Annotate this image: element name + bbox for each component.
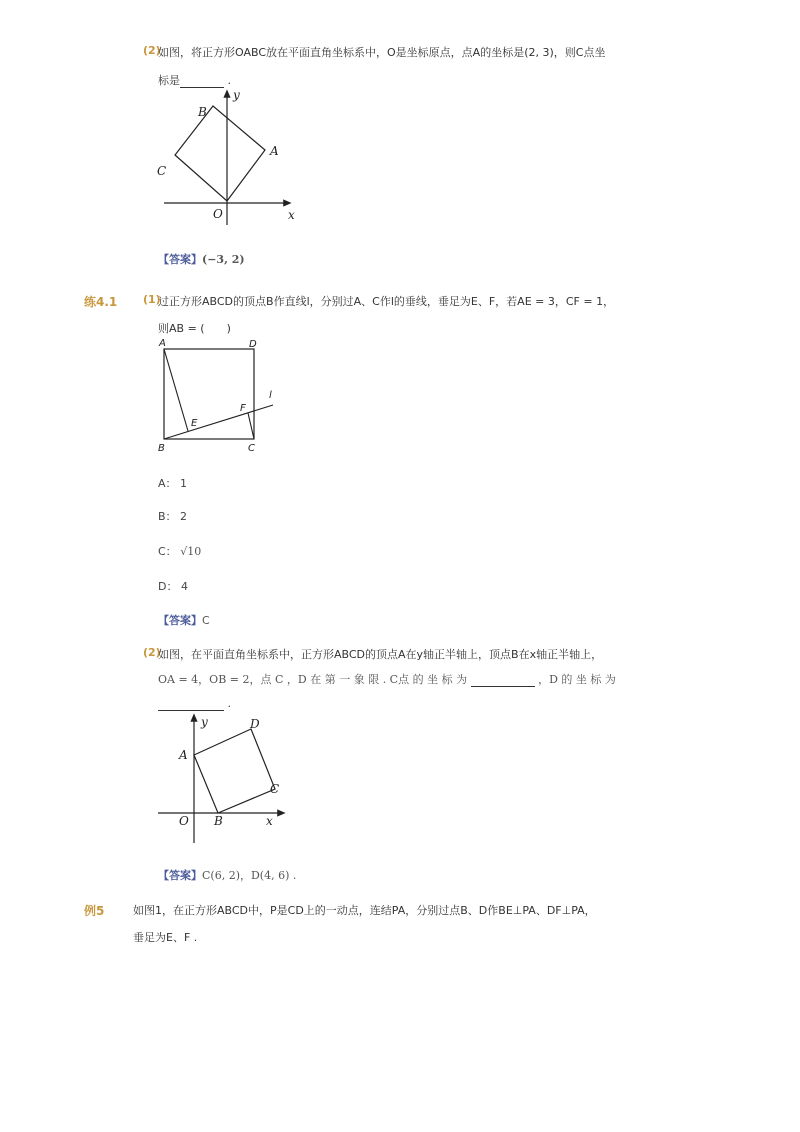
example-text-line2: 垂足为E、F . xyxy=(133,931,198,944)
option-c[interactable]: C： √10 xyxy=(158,545,202,558)
question-text: 过正方形ABCD的顶点B作直线l，分别过A、C作l的垂线，垂足为E、F，若AE = 3，CF = 1， xyxy=(158,295,615,308)
x-axis-label: x xyxy=(288,208,295,222)
example-text: 如图1，在正方形ABCD中，P是CD上的一动点，连结PA，分别过点B、D作BE⊥PA、DF⊥PA， xyxy=(133,904,596,917)
point-c-label: C xyxy=(270,782,280,796)
point-d-label: D xyxy=(249,339,257,350)
question-text-line2: 则AB = ( ) xyxy=(158,322,231,335)
point-c-label: C xyxy=(248,443,255,454)
answer-row: 【答案】C xyxy=(158,614,210,627)
option-b[interactable]: B： 2 xyxy=(158,510,188,523)
point-b-label: B xyxy=(214,814,223,828)
point-c-label: C xyxy=(157,164,167,178)
point-e-label: E xyxy=(191,418,198,429)
question-number: (2) xyxy=(143,44,161,57)
point-a-label: A xyxy=(159,338,166,349)
exercise-tag: 练4.1 xyxy=(84,295,118,309)
answer-row: 【答案】C(6, 2)，D(4, 6) . xyxy=(158,869,297,882)
y-axis-label: y xyxy=(233,88,240,102)
y-axis-label: y xyxy=(201,715,208,729)
origin-label: O xyxy=(213,207,223,221)
question-text-line2: 标是 . xyxy=(158,74,231,87)
question-number: (2) xyxy=(143,646,161,659)
answer-blank-d xyxy=(158,697,224,711)
question-text: 如图，将正方形OABC放在平面直角坐标系中，O是坐标原点，点A的坐标是(2, 3)，则C点坐 xyxy=(158,46,606,59)
line-l-label: l xyxy=(269,390,272,401)
question-number: (1) xyxy=(143,293,161,306)
option-a[interactable]: A： 1 xyxy=(158,477,188,490)
answer-blank-c xyxy=(471,673,535,687)
option-d[interactable]: D： 4 xyxy=(158,580,188,593)
coordinate-figure-abcd xyxy=(152,713,292,848)
square-abcd-figure xyxy=(150,335,285,457)
origin-label: O xyxy=(179,814,189,828)
point-a-label: A xyxy=(179,748,188,762)
point-a-label: A xyxy=(270,144,279,158)
example-tag: 例5 xyxy=(84,904,105,918)
question-text-line3: . xyxy=(158,697,231,711)
answer-row: 【答案】(−3, 2) xyxy=(158,253,245,266)
question-text: 如图，在平面直角坐标系中，正方形ABCD的顶点A在y轴正半轴上，顶点B在x轴正半轴上， xyxy=(158,648,603,661)
point-b-label: B xyxy=(198,105,207,119)
point-f-label: F xyxy=(240,403,246,414)
point-d-label: D xyxy=(250,717,260,731)
coordinate-figure-oabc xyxy=(150,85,300,230)
question-text-line2: OA = 4，OB = 2，点 C ，D 在 第 一 象 限 . C点 的 坐 标 为 ，D 的 坐 标 为 xyxy=(158,673,616,686)
point-b-label: B xyxy=(158,443,165,454)
x-axis-label: x xyxy=(266,814,273,828)
